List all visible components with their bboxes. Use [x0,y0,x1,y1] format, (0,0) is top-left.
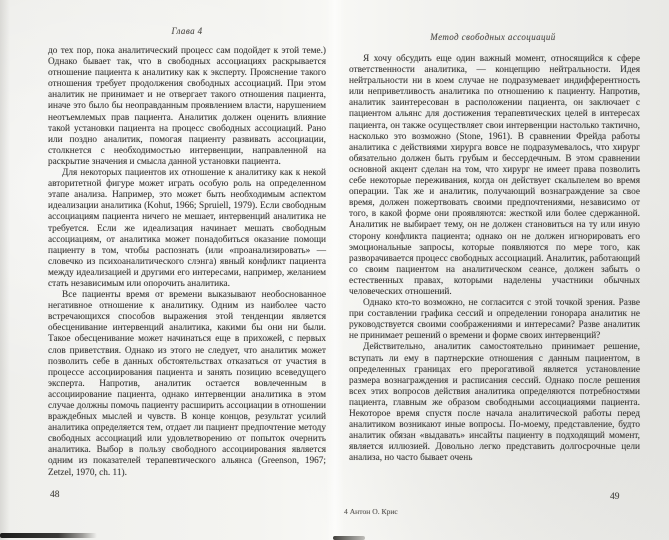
left-page-text [48,46,326,479]
body-paragraph: Однако кто-то возможно, не согласится с этой точкой зрения. Разве при составлении графика сессий и определении гонорара аналитик не руководствуется своими соображениями и интересами? Разве аналитик не принимает решений о времени и форме своих интервенций? [349,298,640,342]
right-page-text [349,54,640,464]
running-head-left: Глава 4 [171,26,203,36]
body-paragraph: Действительно, аналитик самостоятельно принимает решение, вступать ли ему в партнерские отношения с данным пациентом, в определенных границах его прерогативой является установление размера вознаграждения и расписания сессий. Однако после решения всех этих вопросов действия аналитика определяются потребностями пациента, главным же образом свободными ассоциациями пациента. Некоторое время спустя после начала аналитической работы перед аналитиком возникают иные вопросы. По-моему, представление, будто аналитик обязан «выдавать» инсайты пациенту в подходящий момент, является иллюзией. Довольно легко представить долгосрочные цели анализа, но часто бывает очень [349,342,640,464]
scan-left-edge-shadow [0,0,10,540]
body-paragraph: до тех пор, пока аналитический процесс сам подойдет к этой теме.) Однако бывает так, что в свободных ассоциациях раскрывается отношение пациента к аналитику как к эксперту. Прояснение такого отношения требует продолжения свободных ассоциаций. При этом аналитик не принимает и не отвергает такого отношения пациента, иначе это было бы неоправданным проявлением власти, нарушением неотъемлемых прав пациента. Аналитик должен оценить влияние такой установки пациента на процесс свободных ассоциаций. Рано или поздно аналитик, помогая пациенту развивать ассоциации, столкнется с необходимостью интервенции, направленной на раскрытие значения и смысла данной установки пациента. [48,46,326,167]
body-paragraph: Все пациенты время от времени выказывают необоснованное негативное отношение к аналитику. Одним из наиболее часто встречающихся способов выражения этой тенденции является обесценивание интервенций аналитика, какими бы они ни были. Такое обесценивание может начинаться еще в прихожей, с первых слов приветствия. Однако из этого не следует, что аналитик может позволить себе в данных обстоятельствах отказаться от участия в процессе ассоциирования пациента и занять позицию всеведущего эксперта. Напротив, аналитик остается вовлеченным в ассоциирование пациента, однако интервенции аналитика в этом случае должны помочь пациенту расширить ассоциации в отношении враждебных мыслей и чувств. В конце концов, результат усилий аналитика определяется тем, отдает ли пациент предпочтение методу свободных ассоциаций или удовлетворению от попыток очернить аналитика. Выбор в пользу свободного ассоциирования является одним из показателей терапевтического альянса (Greenson, 1967; Zetzel, 1970, ch. 11). [48,290,326,478]
body-paragraph: Для некоторых пациентов их отношение к аналитику как к некой авторитетной фигуре может играть особую роль на определенном этапе анализа. Например, это может быть необходимым аспектом идеализации аналитика (Kohut, 1966; Spruiell, 1979). Если свободным ассоциациям пациента ничего не мешает, интервенций аналитика не требуется. Если же идеализация начинает мешать свободным ассоциациям, от аналитика может понадобиться оказание помощи пациенту в том, чтобы распознать (или «проанализировать» — словечко из психоаналитического слэнга) явный конфликт пациента между идеализацией и другими его интересами, например, желанием стать независимым или опорочить аналитика. [48,168,326,289]
printer-signature-mark: 4 Антон О. Крис [344,507,398,516]
running-head-right: Метод свободных ассоциаций [430,32,556,42]
scan-artifact-bottom-left [0,533,97,538]
scan-artifact-bottom-center [333,536,365,540]
page-number-right: 49 [610,492,620,502]
gutter-shadow [326,0,344,540]
body-paragraph: Я хочу обсудить еще один важный момент, относящийся к сфере ответственности аналитика, — концепцию нейтральности. Идея нейтральности ни в коем случае не подразумевает индифферентность или неприветливость аналитика по отношению к пациенту. Напротив, аналитик заинтересован в расположении пациента, он заключает с пациентом альянс для достижения терапевтических целей в интересах пациента, он также осуществляет свои интервенции настолько тактично, насколько это возможно (Stone, 1961). В сравнении Фрейда работы аналитика с действиями хирурга вовсе не подразумевалось, что хирург обязательно должен быть грубым и бессердечным. В этом сравнении основной акцент сделан на том, что хирург не имеет права позволить себе некоторые переживания, когда он действует скальпелем во время операции. Так же и аналитик, получающий вознаграждение за свое время, должен пожертвовать своими предпочтениями, независимо от того, в какой форме они проявляются: жесткой или более сдержанной. Аналитик не выбирает тему, он не должен становиться на ту или иную сторону конфликта пациента; однако он не должен игнорировать его эмоциональные запросы, которые появляются по мере того, как разворачивается процесс свободных ассоциаций. Аналитик, работающий со своим пациентом на аналитическом сеансе, должен забыть о естественных правах, которыми наделены участники обычных человеческих отношений. [349,54,640,297]
page-number-left: 48 [50,490,60,500]
